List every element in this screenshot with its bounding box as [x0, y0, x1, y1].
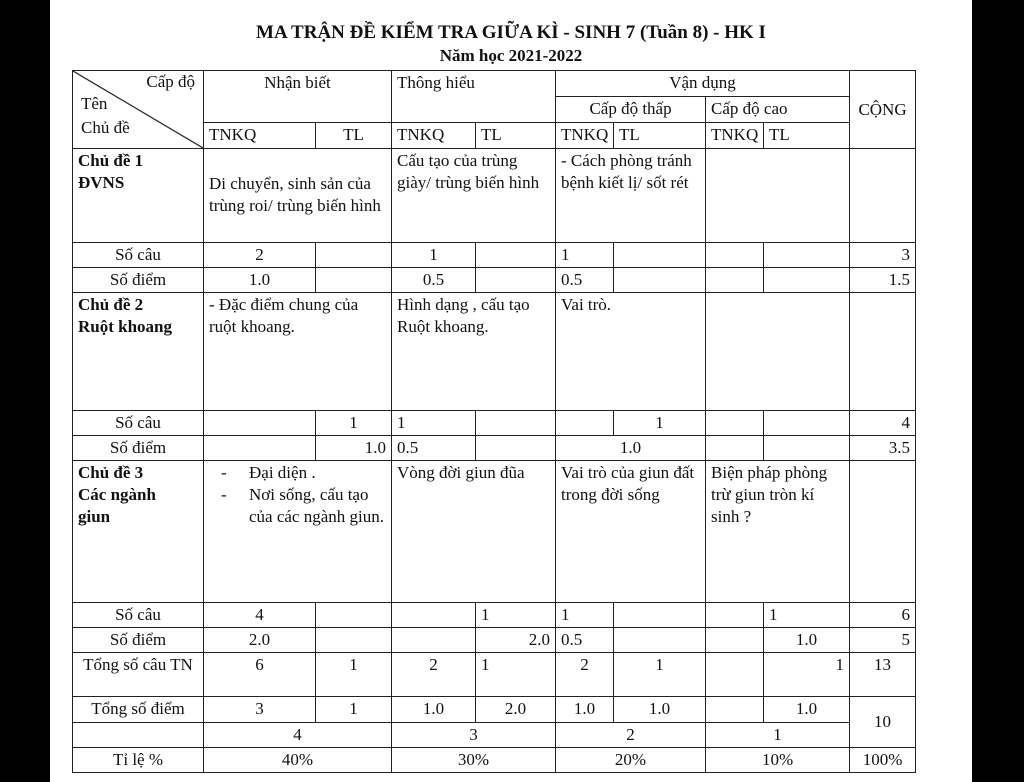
cell: 1 — [316, 411, 392, 436]
row-label: Số điểm — [73, 628, 204, 653]
header-thong-hieu: Thông hiểu — [392, 71, 556, 123]
percent: 40% — [204, 748, 392, 773]
cell — [706, 436, 764, 461]
cell: 0.5 — [556, 628, 614, 653]
row-label: Số câu — [73, 243, 204, 268]
cell — [764, 268, 850, 293]
group-point: 2 — [556, 723, 706, 748]
cell: 2.0 — [204, 628, 316, 653]
so-cau-row — [73, 603, 916, 628]
cell: 1.0 — [204, 268, 316, 293]
header-chu-de: Chủ đề — [81, 118, 130, 137]
cell: 1 — [392, 243, 476, 268]
cell — [316, 603, 392, 628]
cell: 1 — [392, 411, 476, 436]
cell-total: 3.5 — [850, 436, 916, 461]
cell: 1 — [476, 603, 556, 628]
cell: 1 — [614, 653, 706, 697]
cell: 0.5 — [556, 268, 614, 293]
cell: 1 — [556, 603, 614, 628]
cell: 1.0 — [556, 697, 614, 723]
cell — [392, 603, 476, 628]
header-diagonal-cell — [73, 71, 204, 149]
cell: 0.5 — [392, 268, 476, 293]
exam-matrix-table — [72, 70, 916, 773]
cell: 1 — [476, 653, 556, 697]
so-diem-row — [73, 268, 916, 293]
cell: 2 — [204, 243, 316, 268]
cell: 4 — [204, 603, 316, 628]
cell: 2 — [392, 653, 476, 697]
cell: 1.0 — [316, 436, 392, 461]
bullet-list — [209, 462, 386, 528]
list-item: - Nơi sống, cấu tạo của các ngành giun. — [249, 484, 386, 528]
cell: 0.5 — [392, 436, 476, 461]
so-diem-row — [73, 628, 916, 653]
cell-total: 6 — [850, 603, 916, 628]
cell — [556, 411, 614, 436]
cell — [316, 628, 392, 653]
header-nhan-biet: Nhận biết — [204, 71, 392, 123]
cell — [316, 243, 392, 268]
topic-name: Chủ đề 1 ĐVNS — [73, 149, 204, 243]
cell — [614, 243, 706, 268]
cell: 1 — [614, 411, 706, 436]
header-tnkq: TNKQ — [204, 123, 316, 149]
header-cap-do-thap: Cấp độ thấp — [556, 97, 706, 123]
topic-cong — [850, 461, 916, 603]
cell: 1.0 — [764, 628, 850, 653]
percent: 20% — [556, 748, 706, 773]
so-cau-row — [73, 243, 916, 268]
header-tl: TL — [476, 123, 556, 149]
topic-nhan-biet: Di chuyển, sinh sản của trùng roi/ trùng biến hình — [204, 149, 392, 243]
header-cong: CỘNG — [850, 71, 916, 149]
cell-total: 13 — [850, 653, 916, 697]
header-tl: TL — [614, 123, 706, 149]
list-item: - Đại diện . — [249, 462, 386, 484]
cell-total: 4 — [850, 411, 916, 436]
topic-van-dung-cao: Biện pháp phòng trừ giun tròn kí sinh ? — [706, 461, 850, 603]
cell: 1 — [764, 653, 850, 697]
percent-total: 100% — [850, 748, 916, 773]
group-point: 4 — [204, 723, 392, 748]
document-title: MA TRẬN ĐỀ KIỂM TRA GIỮA KÌ - SINH 7 (Tuần 8) - HK I — [256, 22, 766, 43]
cell-total: 1.5 — [850, 268, 916, 293]
tong-so-diem-row — [73, 697, 916, 723]
topic-nhan-biet — [204, 461, 392, 603]
school-year: Năm học 2021-2022 — [439, 46, 583, 65]
topic-thong-hieu: Vòng đời giun đũa — [392, 461, 556, 603]
tong-cong: 10 — [850, 697, 916, 748]
group-points-row — [73, 723, 916, 748]
cell-total: 5 — [850, 628, 916, 653]
cell — [706, 243, 764, 268]
cell — [316, 268, 392, 293]
header-tnkq: TNKQ — [392, 123, 476, 149]
cell — [476, 268, 556, 293]
cell — [476, 243, 556, 268]
cell: 2.0 — [476, 628, 556, 653]
cell: 2.0 — [476, 697, 556, 723]
row-label: Số điểm — [73, 436, 204, 461]
topic-name: Chủ đề 3 Các ngành giun — [73, 461, 204, 603]
topic-van-dung-thap: Vai trò của giun đất trong đời sống — [556, 461, 706, 603]
cell — [706, 628, 764, 653]
cell-total: 3 — [850, 243, 916, 268]
cell: 1 — [316, 653, 392, 697]
cell: 1 — [556, 243, 614, 268]
header-tnkq: TNKQ — [706, 123, 764, 149]
cell — [614, 628, 706, 653]
header-cap-do: Cấp độ — [146, 72, 195, 91]
cell — [706, 268, 764, 293]
header-cap-do-cao: Cấp độ cao — [706, 97, 850, 123]
cell — [706, 697, 764, 723]
cell — [204, 411, 316, 436]
cell — [392, 628, 476, 653]
cell — [73, 723, 204, 748]
header-van-dung: Vận dụng — [556, 71, 850, 97]
cell: 1 — [316, 697, 392, 723]
cell: 1.0 — [764, 697, 850, 723]
row-label: Tỉ lệ % — [73, 748, 204, 773]
cell — [764, 411, 850, 436]
cell — [476, 411, 556, 436]
cell — [706, 411, 764, 436]
cell: 1.0 — [392, 697, 476, 723]
row-label: Tổng số điểm — [73, 697, 204, 723]
topic-cong — [850, 293, 916, 411]
row-label: Số câu — [73, 603, 204, 628]
cell — [706, 603, 764, 628]
header-ten: Tên — [81, 94, 108, 113]
group-point: 3 — [392, 723, 556, 748]
topic-van-dung-cao — [706, 293, 850, 411]
cell — [764, 436, 850, 461]
document-page — [50, 0, 972, 782]
cell — [764, 243, 850, 268]
cell: 3 — [204, 697, 316, 723]
cell — [204, 436, 316, 461]
cell: 1 — [764, 603, 850, 628]
cell: 1.0 — [556, 436, 706, 461]
topic-thong-hieu: Hình dạng , cấu tạo Ruột khoang. — [392, 293, 556, 411]
cell — [706, 653, 764, 697]
percent: 10% — [706, 748, 850, 773]
row-label: Tổng số câu TN — [73, 653, 204, 697]
topic-van-dung-thap: - Cách phòng tránh bệnh kiết lị/ sốt rét — [556, 149, 706, 243]
tong-so-cau-row — [73, 653, 916, 697]
so-cau-row — [73, 411, 916, 436]
percent: 30% — [392, 748, 556, 773]
header-tl: TL — [764, 123, 850, 149]
group-point: 1 — [706, 723, 850, 748]
row-label: Số điểm — [73, 268, 204, 293]
topic-thong-hieu: Cấu tạo của trùng giày/ trùng biến hình — [392, 149, 556, 243]
topic-van-dung-cao — [706, 149, 850, 243]
topic-nhan-biet: - Đặc điểm chung của ruột khoang. — [204, 293, 392, 411]
cell — [614, 268, 706, 293]
cell: 2 — [556, 653, 614, 697]
so-diem-row — [73, 436, 916, 461]
topic-cong — [850, 149, 916, 243]
cell: 6 — [204, 653, 316, 697]
cell — [614, 603, 706, 628]
topic-van-dung-thap: Vai trò. — [556, 293, 706, 411]
cell — [476, 436, 556, 461]
cell: 1.0 — [614, 697, 706, 723]
topic-name: Chủ đề 2 Ruột khoang — [73, 293, 204, 411]
header-tnkq: TNKQ — [556, 123, 614, 149]
ti-le-row — [73, 748, 916, 773]
header-tl: TL — [316, 123, 392, 149]
row-label: Số câu — [73, 411, 204, 436]
